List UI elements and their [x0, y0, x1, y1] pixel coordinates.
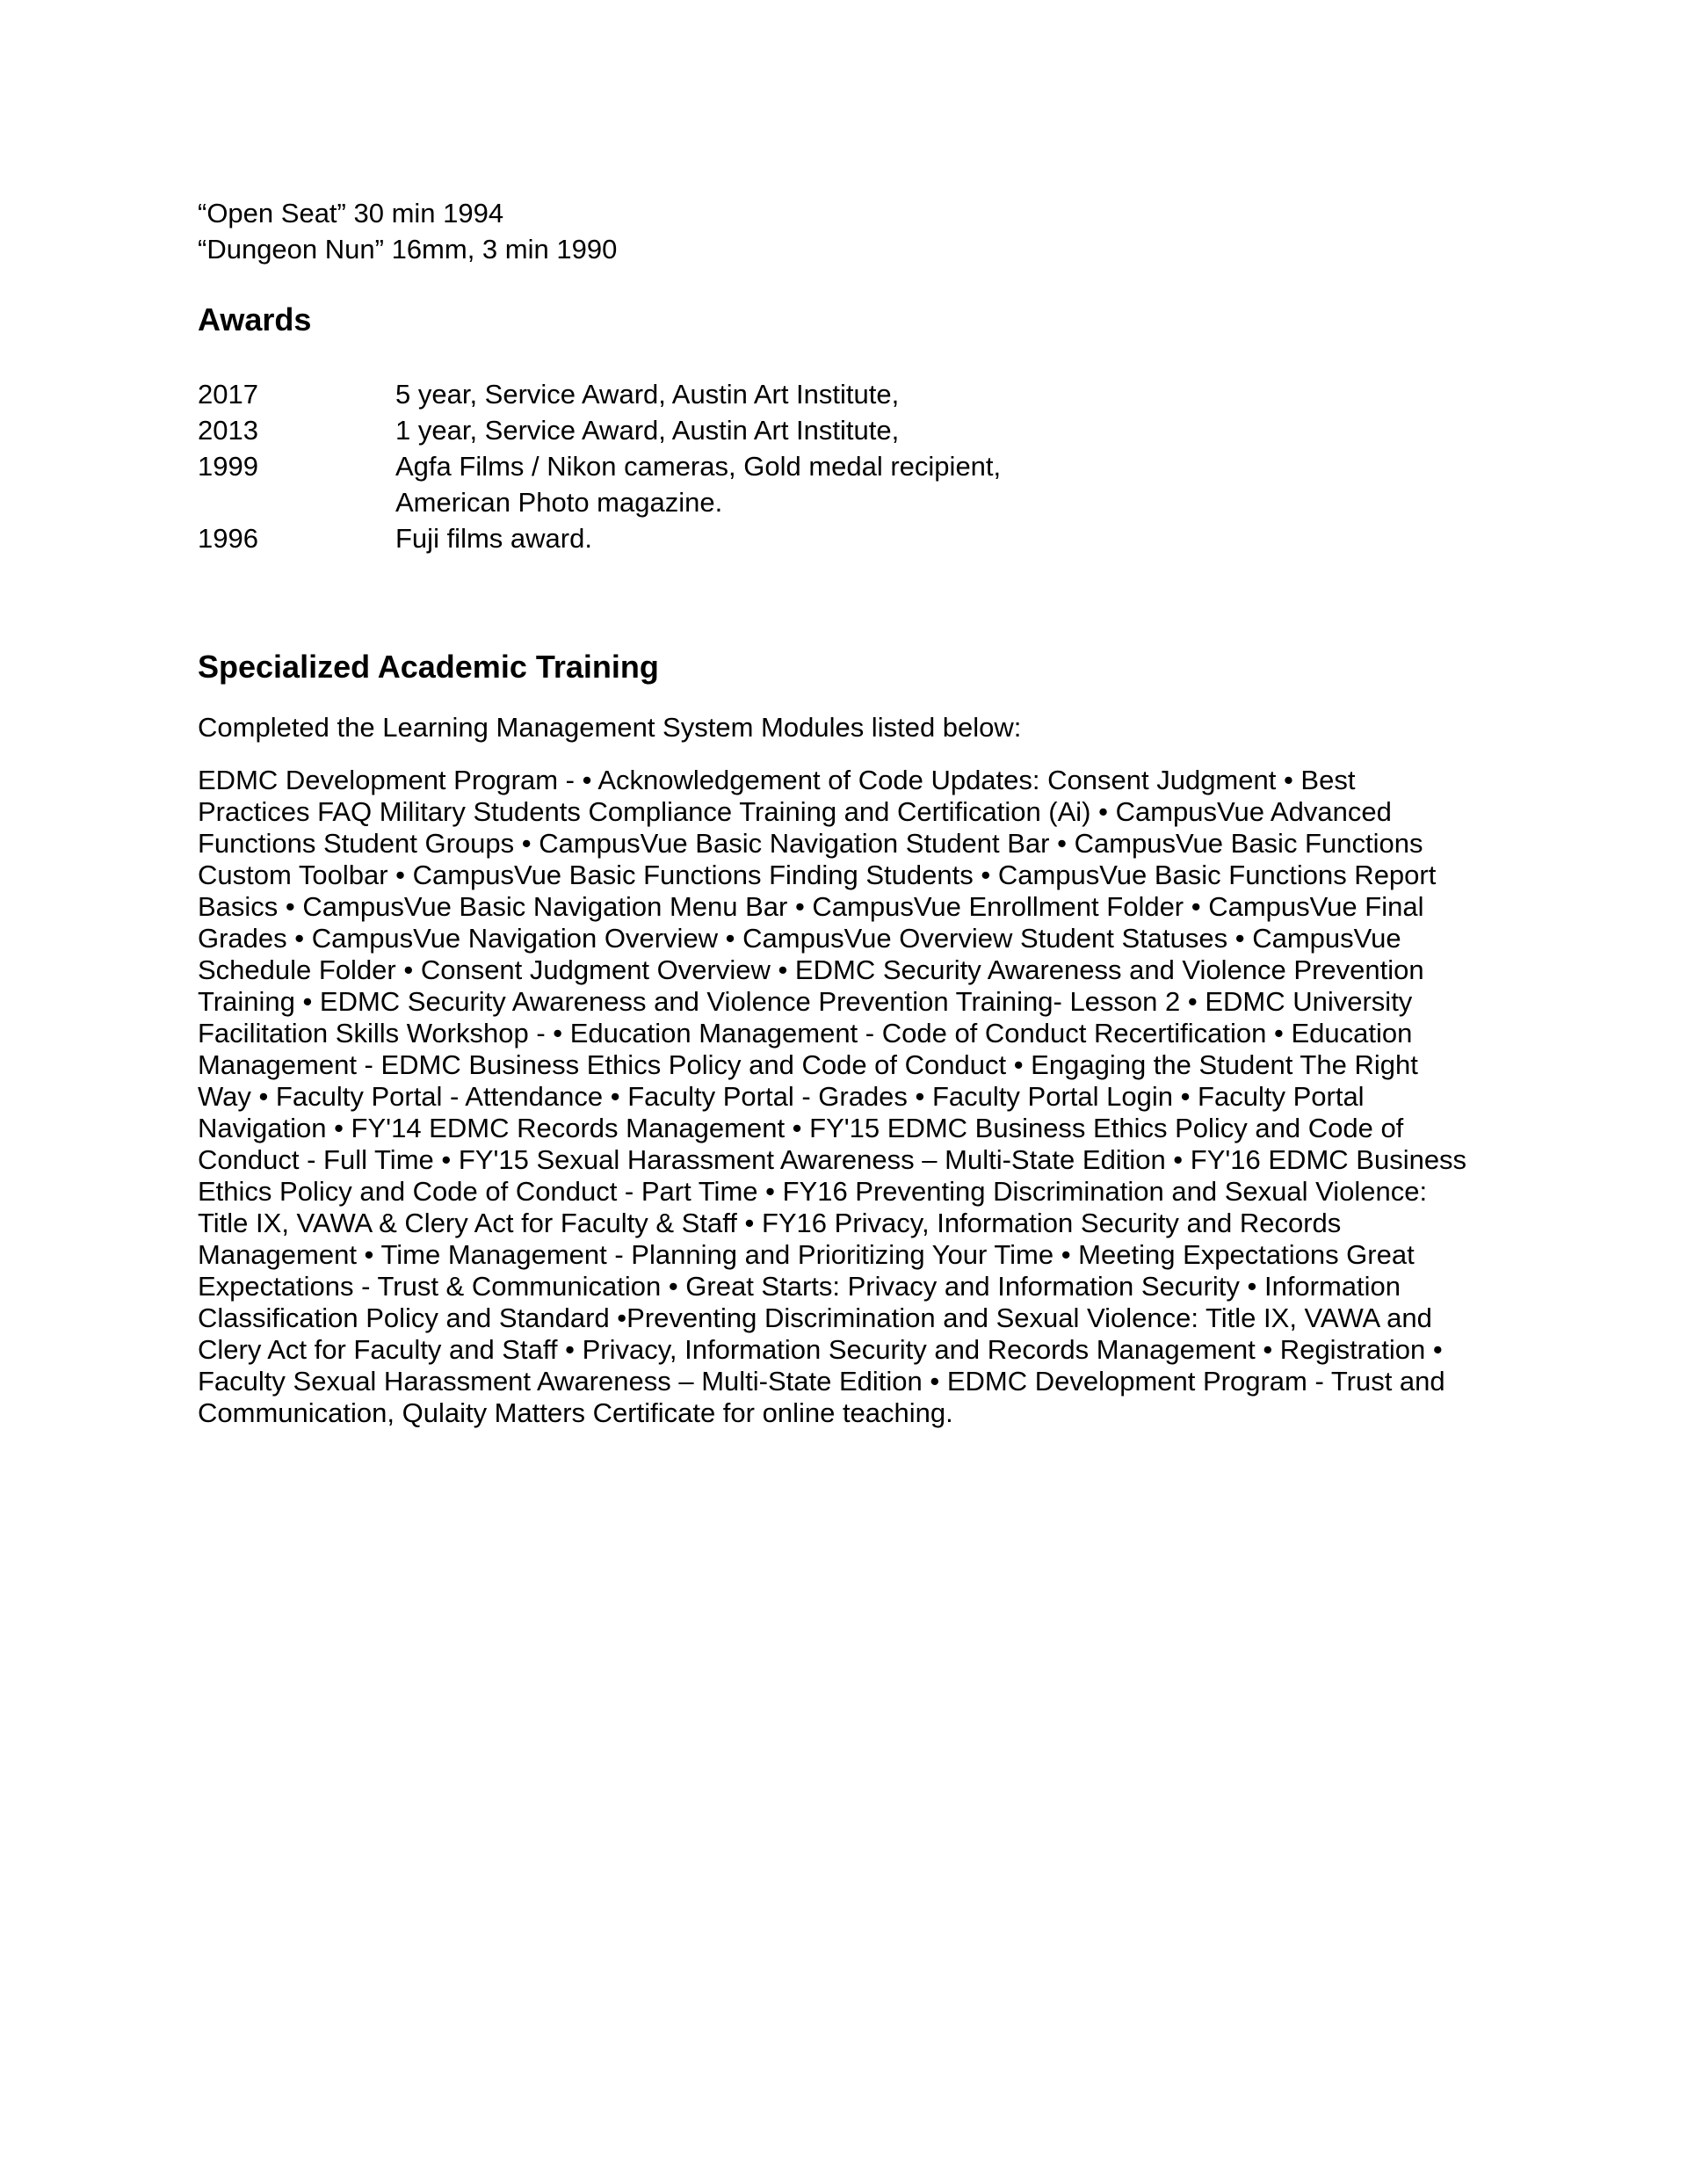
training-heading: Specialized Academic Training [198, 649, 659, 685]
film-list [198, 195, 1516, 267]
module-line: Functions Student Groups • CampusVue Basic Navigation Student Bar • CampusVue Basic Functions [198, 828, 1423, 859]
awards-heading: Awards [198, 301, 312, 337]
training-modules [198, 765, 1489, 1429]
film-entry: “Open Seat” 30 min 1994 [198, 198, 504, 229]
award-year: 1999 [198, 451, 258, 482]
module-line: Navigation • FY'14 EDMC Records Management • FY'15 EDMC Business Ethics Policy and Code of [198, 1113, 1404, 1143]
award-description [395, 448, 1516, 520]
module-line: EDMC Development Program - • Acknowledgement of Code Updates: Consent Judgment • Best [198, 765, 1356, 795]
module-line: Custom Toolbar • CampusVue Basic Functions Finding Students • CampusVue Basic Functions Report [198, 860, 1437, 890]
module-line: Way • Faculty Portal - Attendance • Faculty Portal - Grades • Faculty Portal Login • Faculty Portal [198, 1081, 1365, 1112]
award-row [198, 376, 1516, 412]
award-line: 1 year, Service Award, Austin Art Institute, [395, 415, 900, 446]
module-line: Schedule Folder • Consent Judgment Overview • EDMC Security Awareness and Violence Prevention [198, 954, 1424, 985]
module-line: Conduct - Full Time • FY'15 Sexual Harassment Awareness – Multi-State Edition • FY'16 EDMC Business [198, 1144, 1467, 1175]
award-row [198, 520, 1516, 556]
training-intro: Completed the Learning Management System Modules listed below: [198, 712, 1022, 743]
module-line: Management - EDMC Business Ethics Policy and Code of Conduct • Engaging the Student The Right [198, 1049, 1418, 1080]
award-description [395, 520, 1516, 556]
module-line: Practices FAQ Military Students Compliance Training and Certification (Ai) • CampusVue Advanced [198, 796, 1392, 827]
award-year: 2013 [198, 415, 258, 446]
module-line: Grades • CampusVue Navigation Overview • CampusVue Overview Student Statuses • CampusVue [198, 923, 1401, 954]
award-year: 1996 [198, 523, 258, 554]
module-line: Title IX, VAWA & Clery Act for Faculty & Staff • FY16 Privacy, Information Security and Records [198, 1208, 1342, 1238]
module-line: Communication, Qulaity Matters Certificate for online teaching. [198, 1397, 953, 1428]
award-year: 2017 [198, 379, 258, 410]
document-page [198, 195, 1516, 1429]
awards-list [198, 376, 1516, 556]
module-line: Faculty Sexual Harassment Awareness – Multi-State Edition • EDMC Development Program - Trust and [198, 1366, 1445, 1397]
module-line: Facilitation Skills Workshop - • Education Management - Code of Conduct Recertification • Education [198, 1018, 1413, 1048]
module-line: Classification Policy and Standard •Preventing Discrimination and Sexual Violence: Title IX, VAWA and [198, 1302, 1432, 1333]
module-line: Clery Act for Faculty and Staff • Privacy, Information Security and Records Management • Registration • [198, 1334, 1443, 1365]
module-line: Expectations - Trust & Communication • Great Starts: Privacy and Information Security • Information [198, 1271, 1401, 1302]
module-line: Management • Time Management - Planning and Prioritizing Your Time • Meeting Expectations Great [198, 1239, 1415, 1270]
award-row [198, 412, 1516, 448]
film-entry: “Dungeon Nun” 16mm, 3 min 1990 [198, 234, 618, 265]
award-line: Agfa Films / Nikon cameras, Gold medal recipient, [395, 451, 1002, 482]
module-line: Basics • CampusVue Basic Navigation Menu Bar • CampusVue Enrollment Folder • CampusVue Final [198, 891, 1424, 922]
module-line: Training • EDMC Security Awareness and Violence Prevention Training- Lesson 2 • EDMC University [198, 986, 1413, 1017]
award-description [395, 376, 1516, 412]
award-description [395, 412, 1516, 448]
award-line: American Photo magazine. [395, 487, 723, 518]
award-line: Fuji films award. [395, 523, 592, 554]
award-row [198, 448, 1516, 520]
award-line: 5 year, Service Award, Austin Art Institute, [395, 379, 900, 410]
module-line: Ethics Policy and Code of Conduct - Part Time • FY16 Preventing Discrimination and Sexual Violence: [198, 1176, 1428, 1207]
